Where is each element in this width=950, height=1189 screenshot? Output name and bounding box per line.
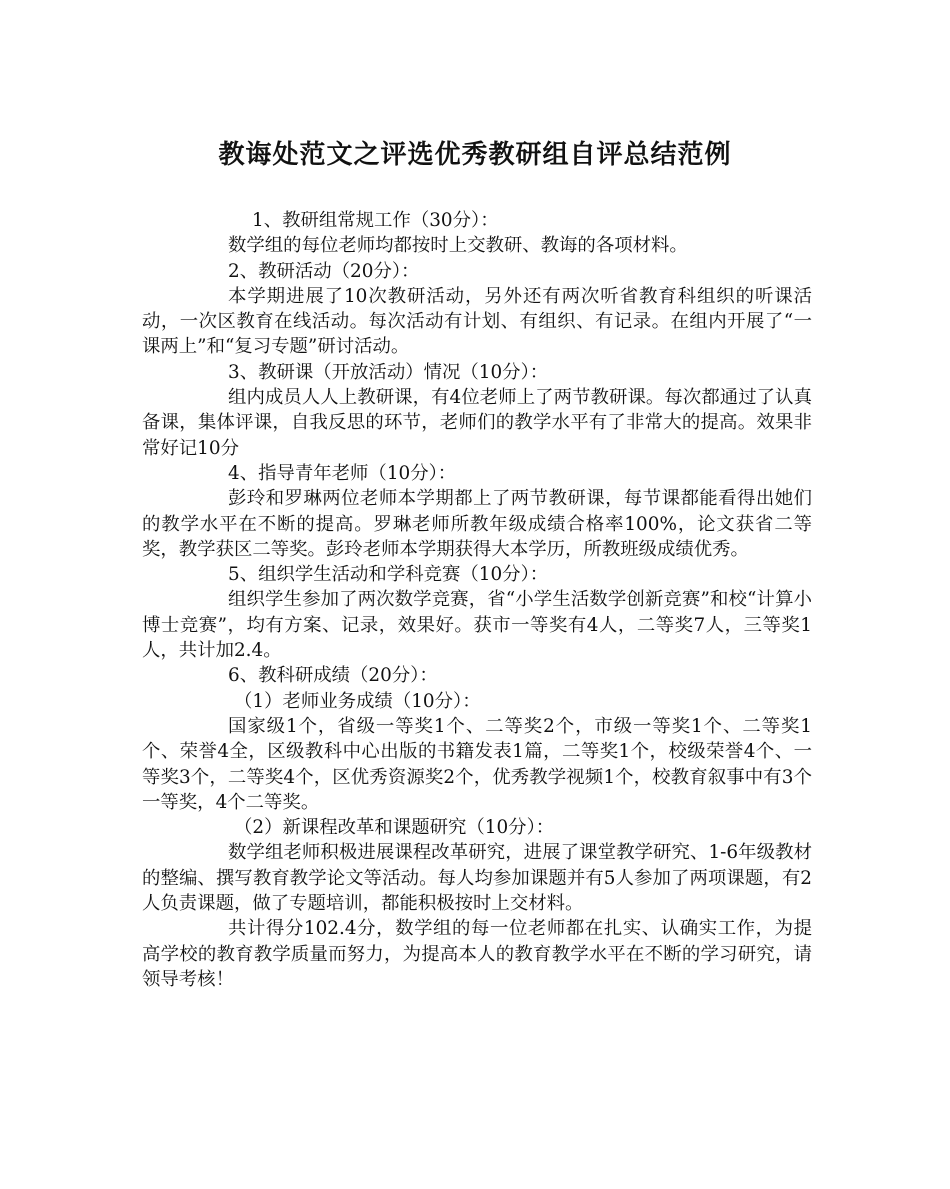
subsection-heading: （2）新课程改革和课题研究（10分）： [234, 817, 555, 839]
section-heading: 3、教研课（开放活动）情况（10分）： [228, 361, 549, 383]
conclusion-paragraph: 共计得分102.4分，数学组的每一位老师都在扎实、认确实工作，为提高学校的教育教学质量而努力，为提高本人的教育教学水平在不断的学习研究，请领导考核！ [142, 918, 812, 990]
section-heading: 2、教研活动（20分）： [228, 260, 420, 282]
section-paragraph: 组内成员人人上教研课，有4位老师上了两节教研课。每次都通过了认真备课，集体评课，自我反思的环节，老师们的教学水平有了非常大的提高。效果非常好记10分 [142, 387, 812, 459]
subsection-paragraph: 数学组老师积极进展课程改革研究，进展了课堂教学研究、1-6年级教材的整编、撰写教育教学论文等活动。每人均参加课题并有5人参加了两项课题，有2人负责课题，做了专题培训，都能积极按时上交材料。 [142, 842, 812, 915]
section-heading: 6、教科研成绩（20分）： [228, 665, 438, 687]
subsection-heading: （1）老师业务成绩（10分）： [234, 690, 481, 712]
subsection-paragraph: 国家级1个，省级一等奖1个、二等奖2个，市级一等奖1个、二等奖1个、荣誉4全，区级教科中心出版的书籍发表1篇，二等奖1个，校级荣誉4个、一等奖3个，二等奖4个，区优秀资源奖2个，优秀教学视频1个，校教育叙事中有3个一等奖，4个二等奖。 [142, 715, 812, 813]
section-paragraph: 数学组的每位老师均都按时上交教研、教诲的各项材料。 [228, 235, 688, 257]
section-paragraph: 本学期进展了10次教研活动，另外还有两次听省教育科组织的听课活动，一次区教育在线活动。每次活动有计划、有组织、有记录。在组内开展了“一课两上”和“复习专题”研讨活动。 [142, 285, 812, 358]
section-heading: 5、组织学生活动和学科竞赛（10分）： [228, 564, 549, 586]
section-paragraph: 组织学生参加了两次数学竞赛，省“小学生活数学创新竞赛”和校“计算小博士竞赛”，均有方案、记录，效果好。获市一等奖有4人，二等奖7人，三等奖1人，共计加2.4。 [142, 589, 812, 662]
section-heading: 1、教研组常规工作（30分）： [252, 210, 499, 231]
section-paragraph: 彭玲和罗琳两位老师本学期都上了两节教研课，每节课都能看得出她们的教学水平在不断的提高。罗琳老师所教年级成绩合格率100%，论文获省二等奖，教学获区二等奖。彭玲老师本学期获得大本学历，所教班级成绩优秀。 [142, 488, 812, 560]
section-heading: 4、指导青年老师（10分）： [228, 462, 457, 484]
document-body [142, 208, 812, 992]
document-title: 教诲处范文之评选优秀教研组自评总结范例 [218, 140, 732, 170]
